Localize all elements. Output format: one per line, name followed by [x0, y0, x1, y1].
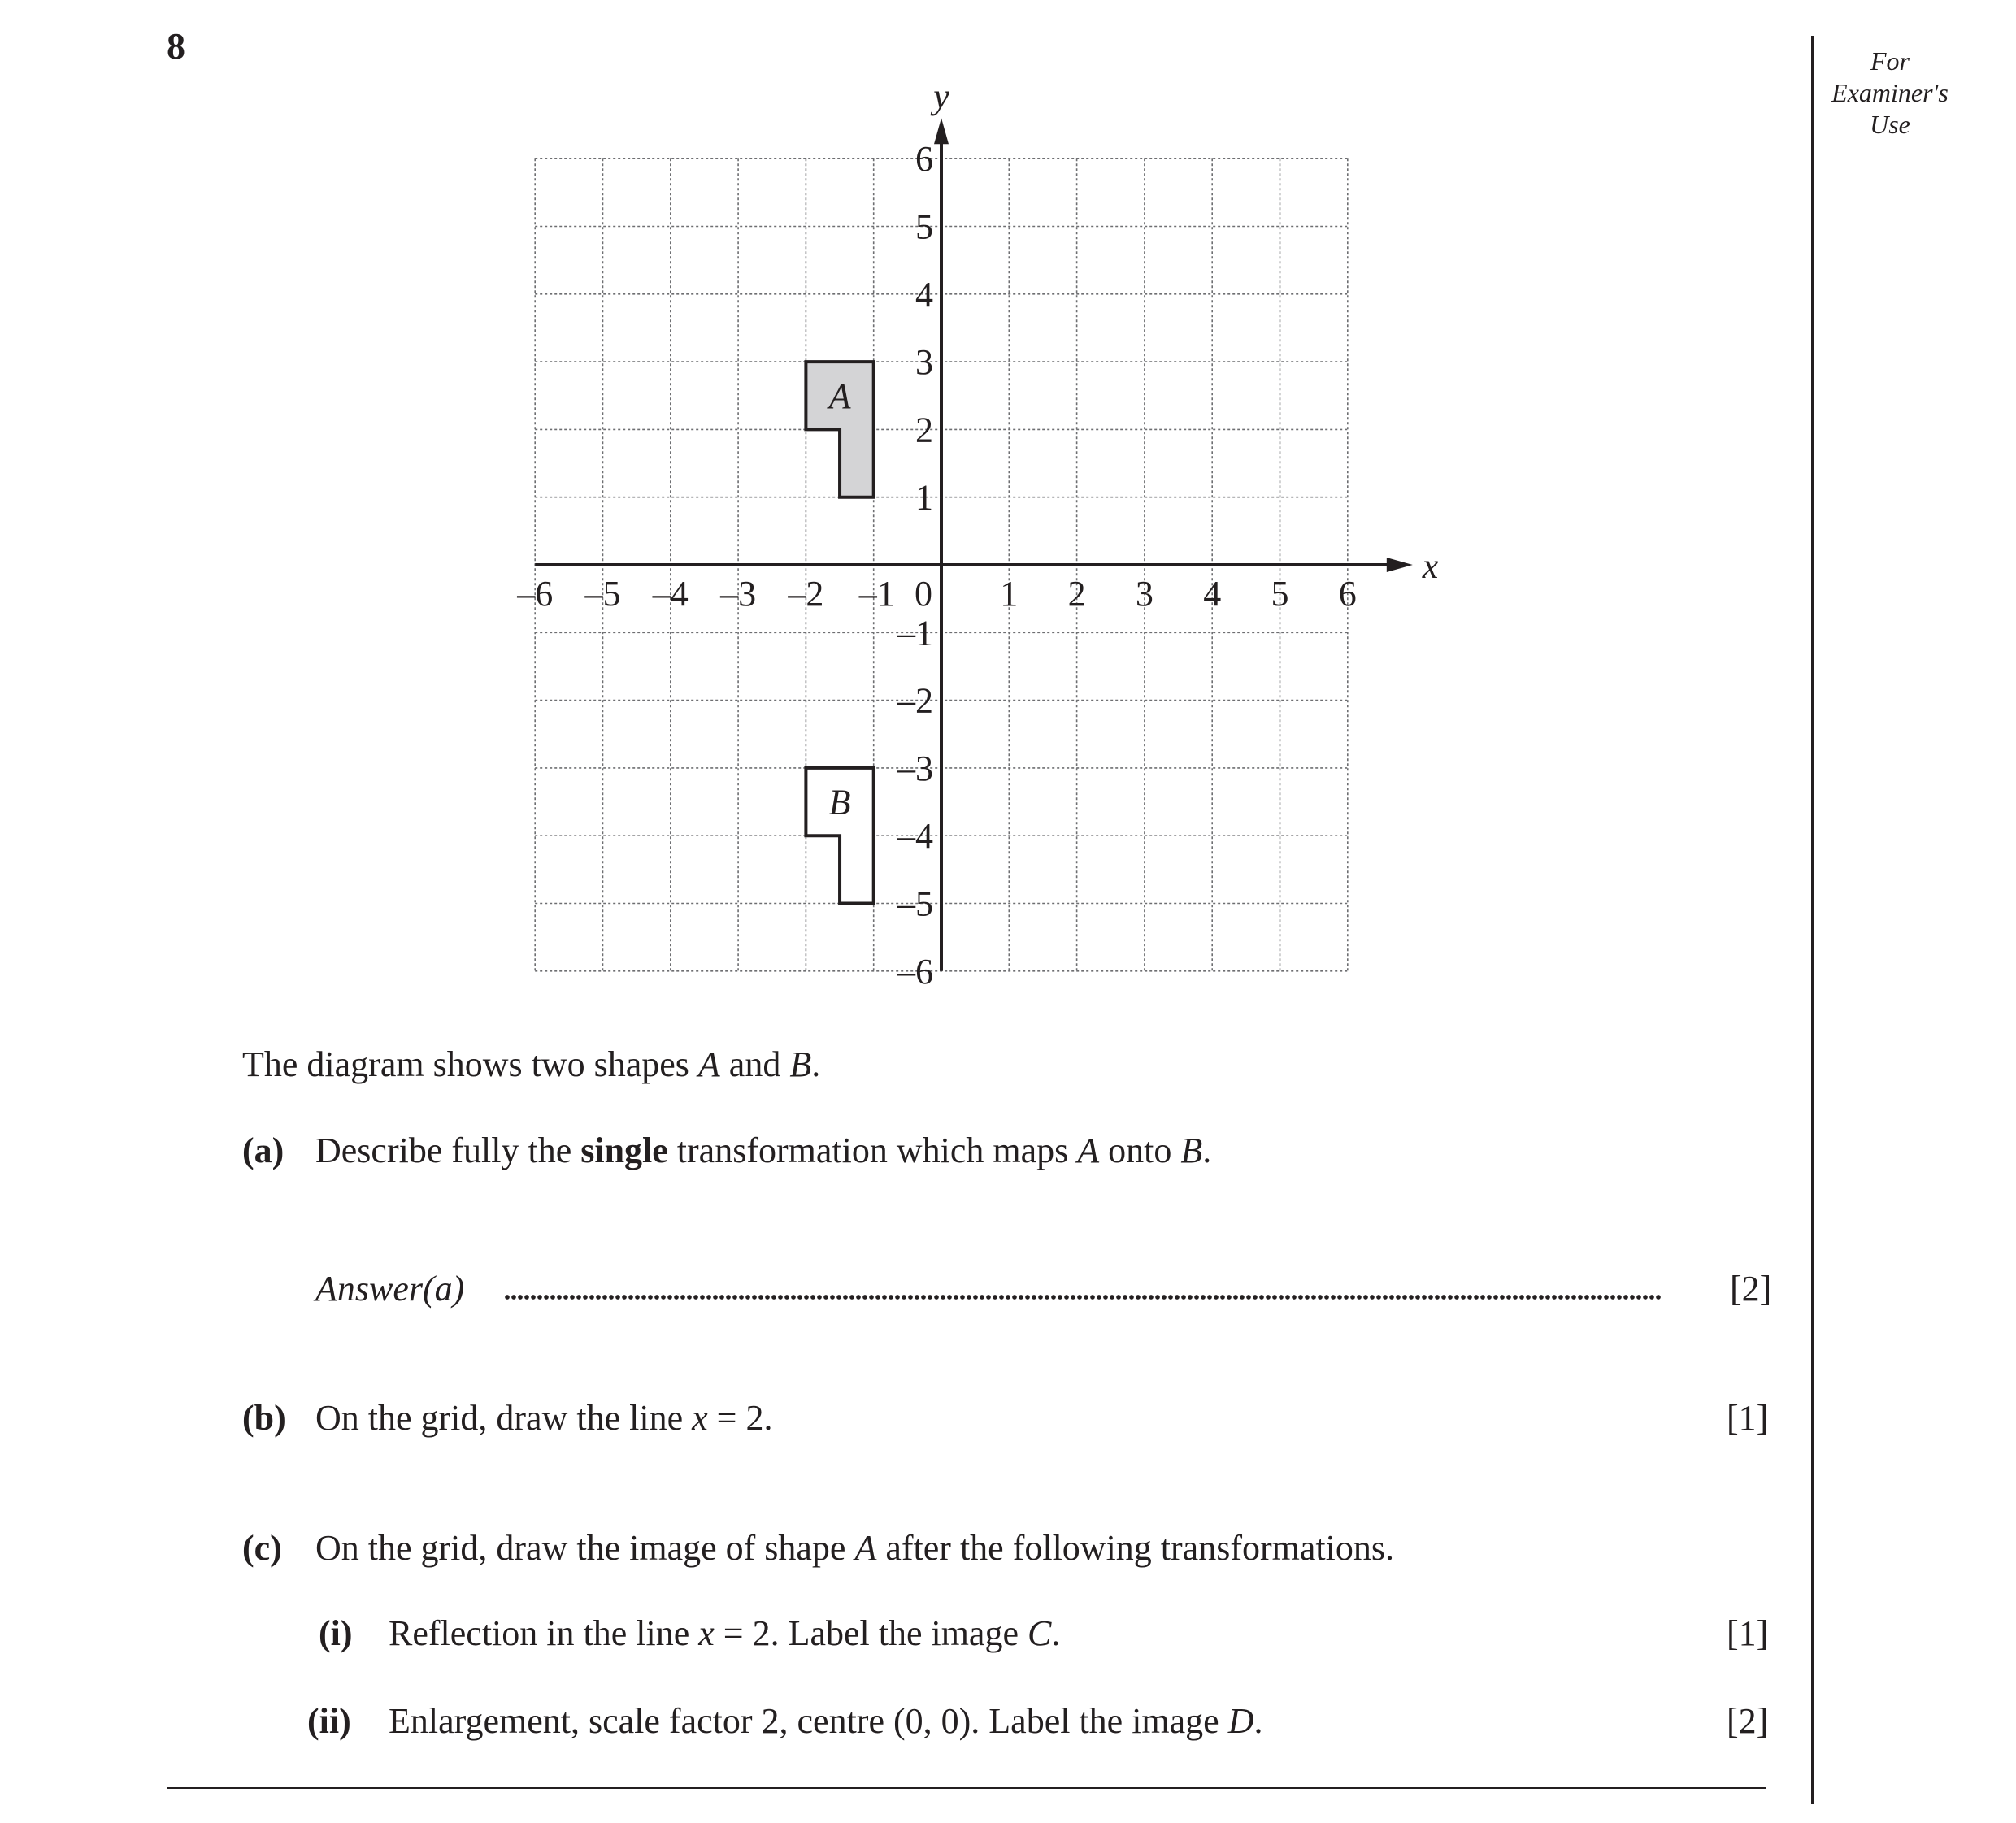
part-c-question: On the grid, draw the image of shape A after the following transformations. — [315, 1528, 1394, 1568]
x-tick-label: –6 — [517, 574, 554, 614]
answer-a-label: Answer(a) — [315, 1269, 465, 1309]
intro-text: The diagram shows two shapes A and B. — [242, 1044, 821, 1084]
y-tick-label: 6 — [915, 139, 933, 180]
x-tick-label: 4 — [1203, 574, 1222, 614]
part-b-question: On the grid, draw the line x = 2. — [315, 1398, 773, 1438]
x-tick-label: –4 — [652, 574, 689, 614]
y-tick-label: –6 — [897, 951, 933, 992]
shape-label-b: B — [828, 782, 851, 823]
part-c-i-label: (i) — [319, 1613, 353, 1653]
x-tick-label: 5 — [1271, 574, 1289, 614]
examiner-line-1: For — [1870, 46, 1910, 76]
x-axis-label: x — [1422, 546, 1439, 586]
part-a-label: (a) — [242, 1131, 285, 1170]
y-tick-label: –1 — [897, 613, 933, 653]
part-a-question: Describe fully the single transformation which maps A onto B. — [315, 1131, 1212, 1170]
part-c-ii-label: (ii) — [307, 1701, 351, 1741]
x-axis-arrow-icon — [1387, 558, 1413, 572]
x-tick-label: –5 — [584, 574, 621, 614]
x-tick-label: 0 — [915, 574, 932, 614]
y-axis-arrow-icon — [934, 118, 949, 144]
part-c-i-marks: [1] — [1727, 1613, 1769, 1653]
part-c-ii-question: Enlargement, scale factor 2, centre (0, 0). Label the image D. — [389, 1701, 1263, 1741]
y-tick-label: 4 — [915, 274, 933, 315]
y-axis-label: y — [933, 76, 949, 117]
y-tick-label: 1 — [915, 477, 933, 518]
y-tick-label: –5 — [897, 883, 933, 924]
y-tick-label: –4 — [897, 816, 933, 857]
x-tick-label: 2 — [1067, 574, 1086, 614]
y-tick-label: 5 — [915, 206, 933, 247]
question-number: 8 — [167, 25, 185, 67]
part-a-marks: [2] — [1730, 1269, 1772, 1309]
y-tick-label: 2 — [915, 410, 933, 450]
examiner-line-2: Examiner's — [1831, 78, 1949, 107]
x-tick-label: –2 — [788, 574, 824, 614]
y-tick-label: –2 — [897, 680, 933, 721]
x-tick-label: 3 — [1135, 574, 1154, 614]
part-b-marks: [1] — [1727, 1398, 1769, 1438]
x-tick-label: 1 — [1000, 574, 1019, 614]
x-tick-label: –3 — [720, 574, 757, 614]
x-tick-label: 6 — [1338, 574, 1357, 614]
bottom-rule — [167, 1787, 1766, 1789]
part-b-label: (b) — [242, 1398, 286, 1438]
part-c-i-question: Reflection in the line x = 2. Label the image C. — [389, 1613, 1061, 1653]
y-tick-label: 3 — [915, 342, 933, 383]
part-c-label: (c) — [242, 1528, 282, 1568]
answer-a-field[interactable] — [504, 1295, 1662, 1300]
x-tick-label: –1 — [858, 574, 895, 614]
part-c-ii-marks: [2] — [1727, 1701, 1769, 1741]
examiner-line-3: Use — [1870, 110, 1910, 139]
shape-label-a: A — [828, 375, 851, 416]
y-tick-label: –3 — [897, 748, 933, 788]
